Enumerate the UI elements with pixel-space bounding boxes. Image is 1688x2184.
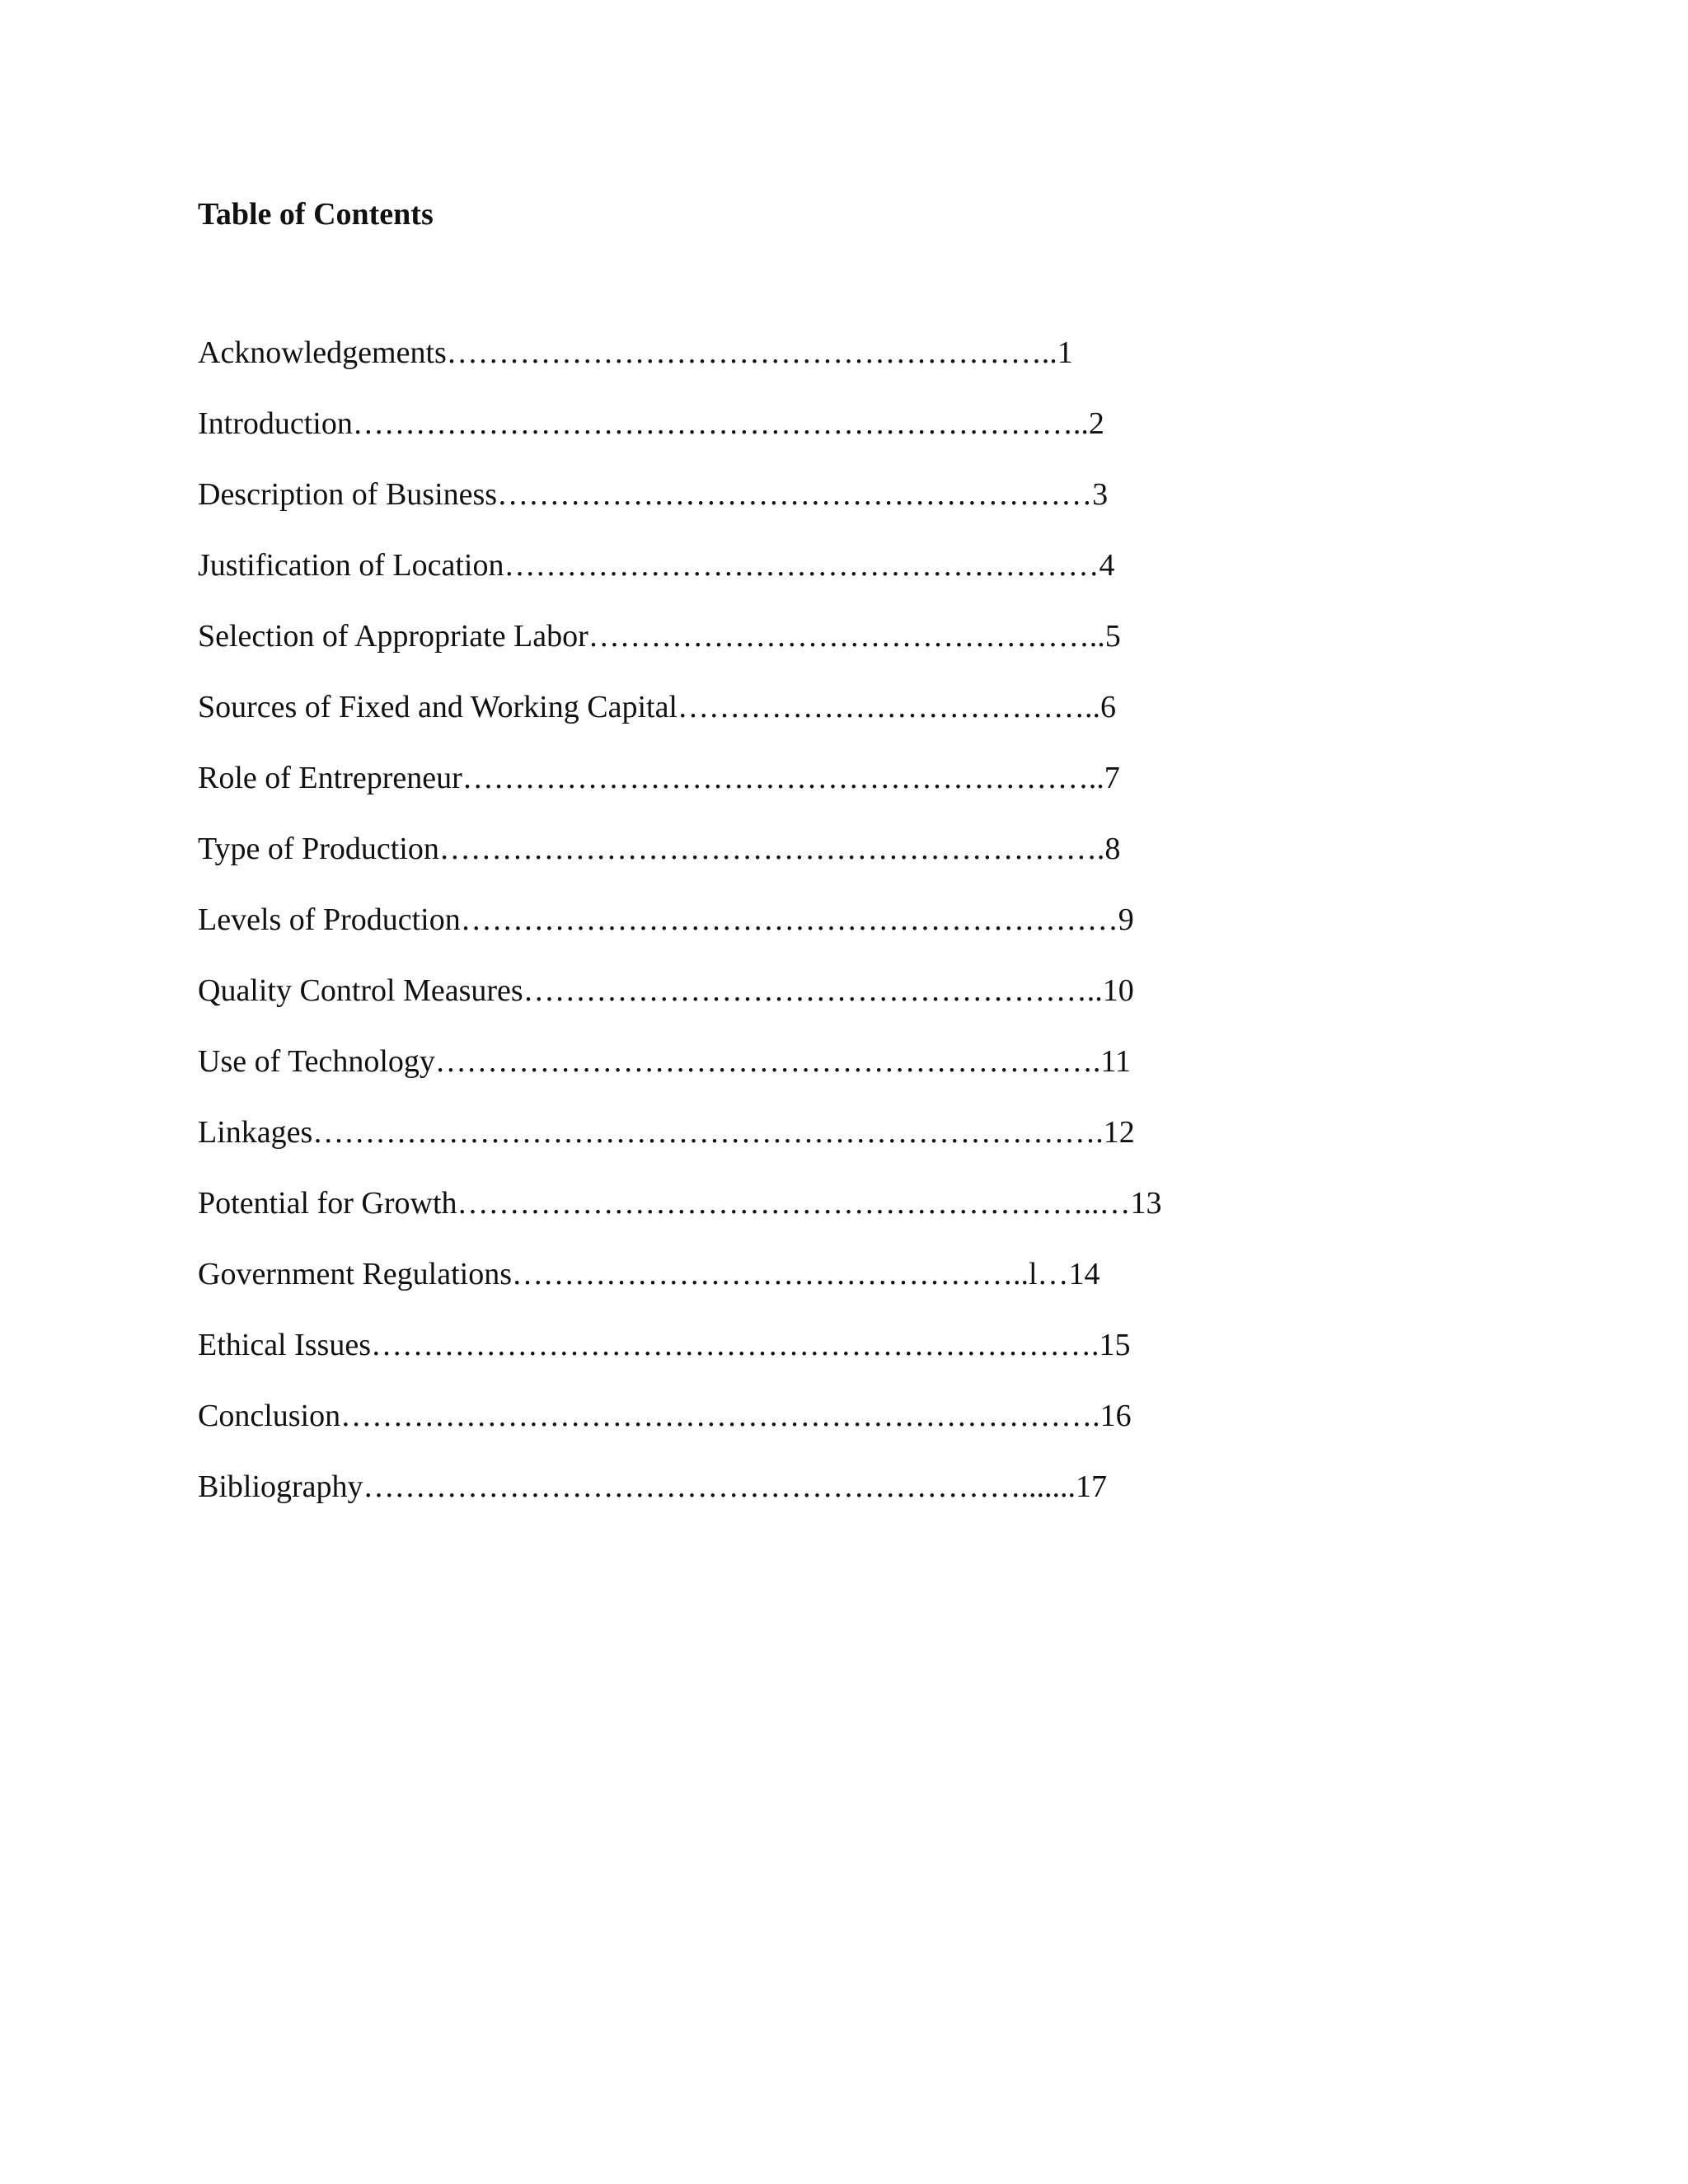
toc-entry-bibliography: Bibliography……………………………………………………….......17 <box>198 1469 1108 1504</box>
toc-entry-description-of-business: Description of Business…………………………………………………3 <box>198 477 1109 512</box>
toc-entry-ethical-issues: Ethical Issues…………………………………………………………….15 <box>198 1328 1131 1362</box>
toc-entry-acknowledgements: Acknowledgements…………………………………………………..1 <box>198 335 1073 370</box>
toc-entry-potential-for-growth: Potential for Growth……………………………………………………..…13 <box>198 1186 1162 1221</box>
toc-list <box>198 330 1162 1535</box>
toc-entry-justification-of-location: Justification of Location…………………………………………………4 <box>198 548 1115 583</box>
toc-entry-linkages: Linkages………………………………………………………………….12 <box>198 1115 1135 1150</box>
toc-entry-role-of-entrepreneur: Role of Entrepreneur……………………………………………………..7 <box>198 761 1120 795</box>
toc-entry-government-regulations: Government Regulations…………………………………………..l…14 <box>198 1257 1100 1291</box>
page-title: Table of Contents <box>198 197 434 232</box>
toc-entry-selection-of-labor: Selection of Appropriate Labor…………………………………………..5 <box>198 619 1121 654</box>
toc-entry-levels-of-production: Levels of Production………………………………………………………9 <box>198 902 1134 937</box>
toc-entry-conclusion: Conclusion……………………………………………………………….16 <box>198 1399 1132 1433</box>
toc-entry-introduction: Introduction……………………………………………………………..2 <box>198 406 1104 441</box>
toc-entry-type-of-production: Type of Production……………………………………………………….8 <box>198 832 1121 866</box>
toc-entry-quality-control: Quality Control Measures………………………………………………..10 <box>198 973 1134 1008</box>
toc-entry-sources-of-capital: Sources of Fixed and Working Capital…………………………………..6 <box>198 690 1116 724</box>
toc-entry-use-of-technology: Use of Technology……………………………………………………….11 <box>198 1044 1132 1079</box>
